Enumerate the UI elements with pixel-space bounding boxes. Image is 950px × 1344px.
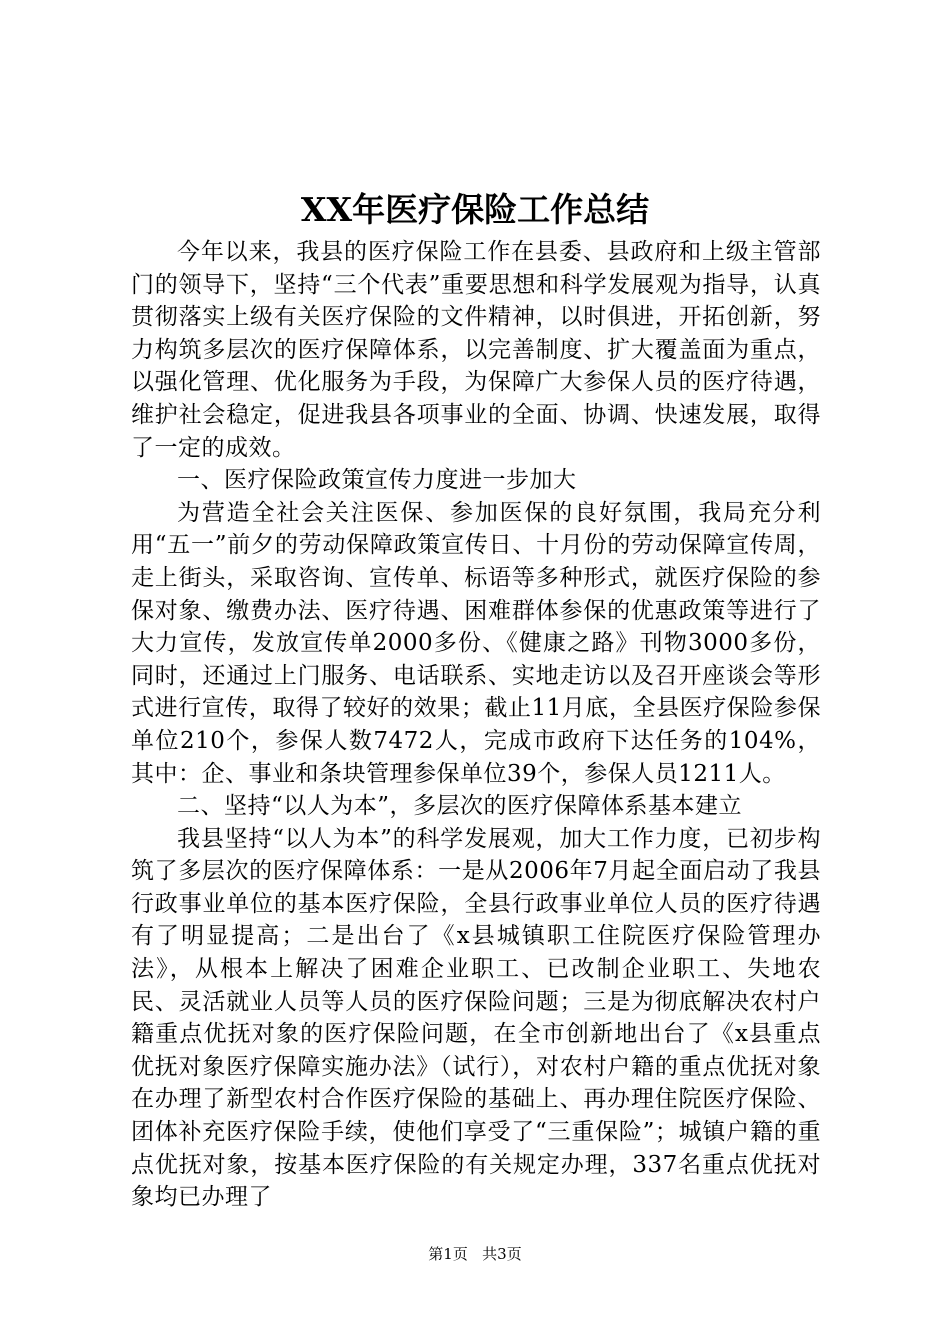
section-heading-1: 一、医疗保险政策宣传力度进一步加大 [177, 467, 577, 494]
section-heading-2: 二、坚持“以人为本”，多层次的医疗保障体系基本建立 [177, 793, 743, 820]
document-title: XX年医疗保险工作总结 [300, 190, 650, 229]
page-separator [473, 1245, 478, 1263]
paragraph-section-1: 为营造全社会关注医保、参加医保的良好氛围，我局充分利用“五一”前夕的劳动保障政策宣传日、十月份的劳动保障宣传周，走上街头，采取咨询、宣传单、标语等多种形式，就医疗保险的参保对象、缴费办法、医疗待遇、困难群体参保的优惠政策等进行了大力宣传，发放宣传单2000多份、《健康之路》刊物3000多份，同时，还通过上门服务、电话联系、实地走访以及召开座谈会等形式进行宣传，取得了较好的效果；截止11月底，全县医疗保险参保单位210个，参保人数7472人，完成市政府下达任务的104%，其中：企、事业和条块管理参保单位39个，参保人员1211人。 [131, 499, 821, 787]
page-total: 共3页 [482, 1245, 522, 1263]
page-number: 第1页 [428, 1245, 468, 1263]
page-footer [0, 1244, 950, 1264]
paragraph-section-2: 我县坚持“以人为本”的科学发展观，加大工作力度，已初步构筑了多层次的医疗保障体系：一是从2006年7月起全面启动了我县行政事业单位的基本医疗保险，全县行政事业单位人员的医疗待遇有了明显提高；二是出台了《x县城镇职工住院医疗保险管理办法》，从根本上解决了困难企业职工、已改制企业职工、失地农民、灵活就业人员等人员的医疗保险问题；三是为彻底解决农村户籍重点优抚对象的医疗保险问题，在全市创新地出台了《x县重点优抚对象医疗保障实施办法》（试行），对农村户籍的重点优抚对象在办理了新型农村合作医疗保险的基础上、再办理住院医疗保险、团体补充医疗保险手续，使他们享受了“三重保险”；城镇户籍的重点优抚对象，按基本医疗保险的有关规定办理，337名重点优抚对象均已办理了 [131, 825, 821, 1211]
paragraph-intro: 今年以来，我县的医疗保险工作在县委、县政府和上级主管部门的领导下，坚持“三个代表”重要思想和科学发展观为指导，认真贯彻落实上级有关医疗保险的文件精神，以时俱进，开拓创新，努力构筑多层次的医疗保障体系，以完善制度、扩大覆盖面为重点，以强化管理、优化服务为手段，为保障广大参保人员的医疗待遇，维护社会稳定，促进我县各项事业的全面、协调、快速发展，取得了一定的成效。 [131, 239, 821, 461]
document-body [131, 236, 821, 1214]
